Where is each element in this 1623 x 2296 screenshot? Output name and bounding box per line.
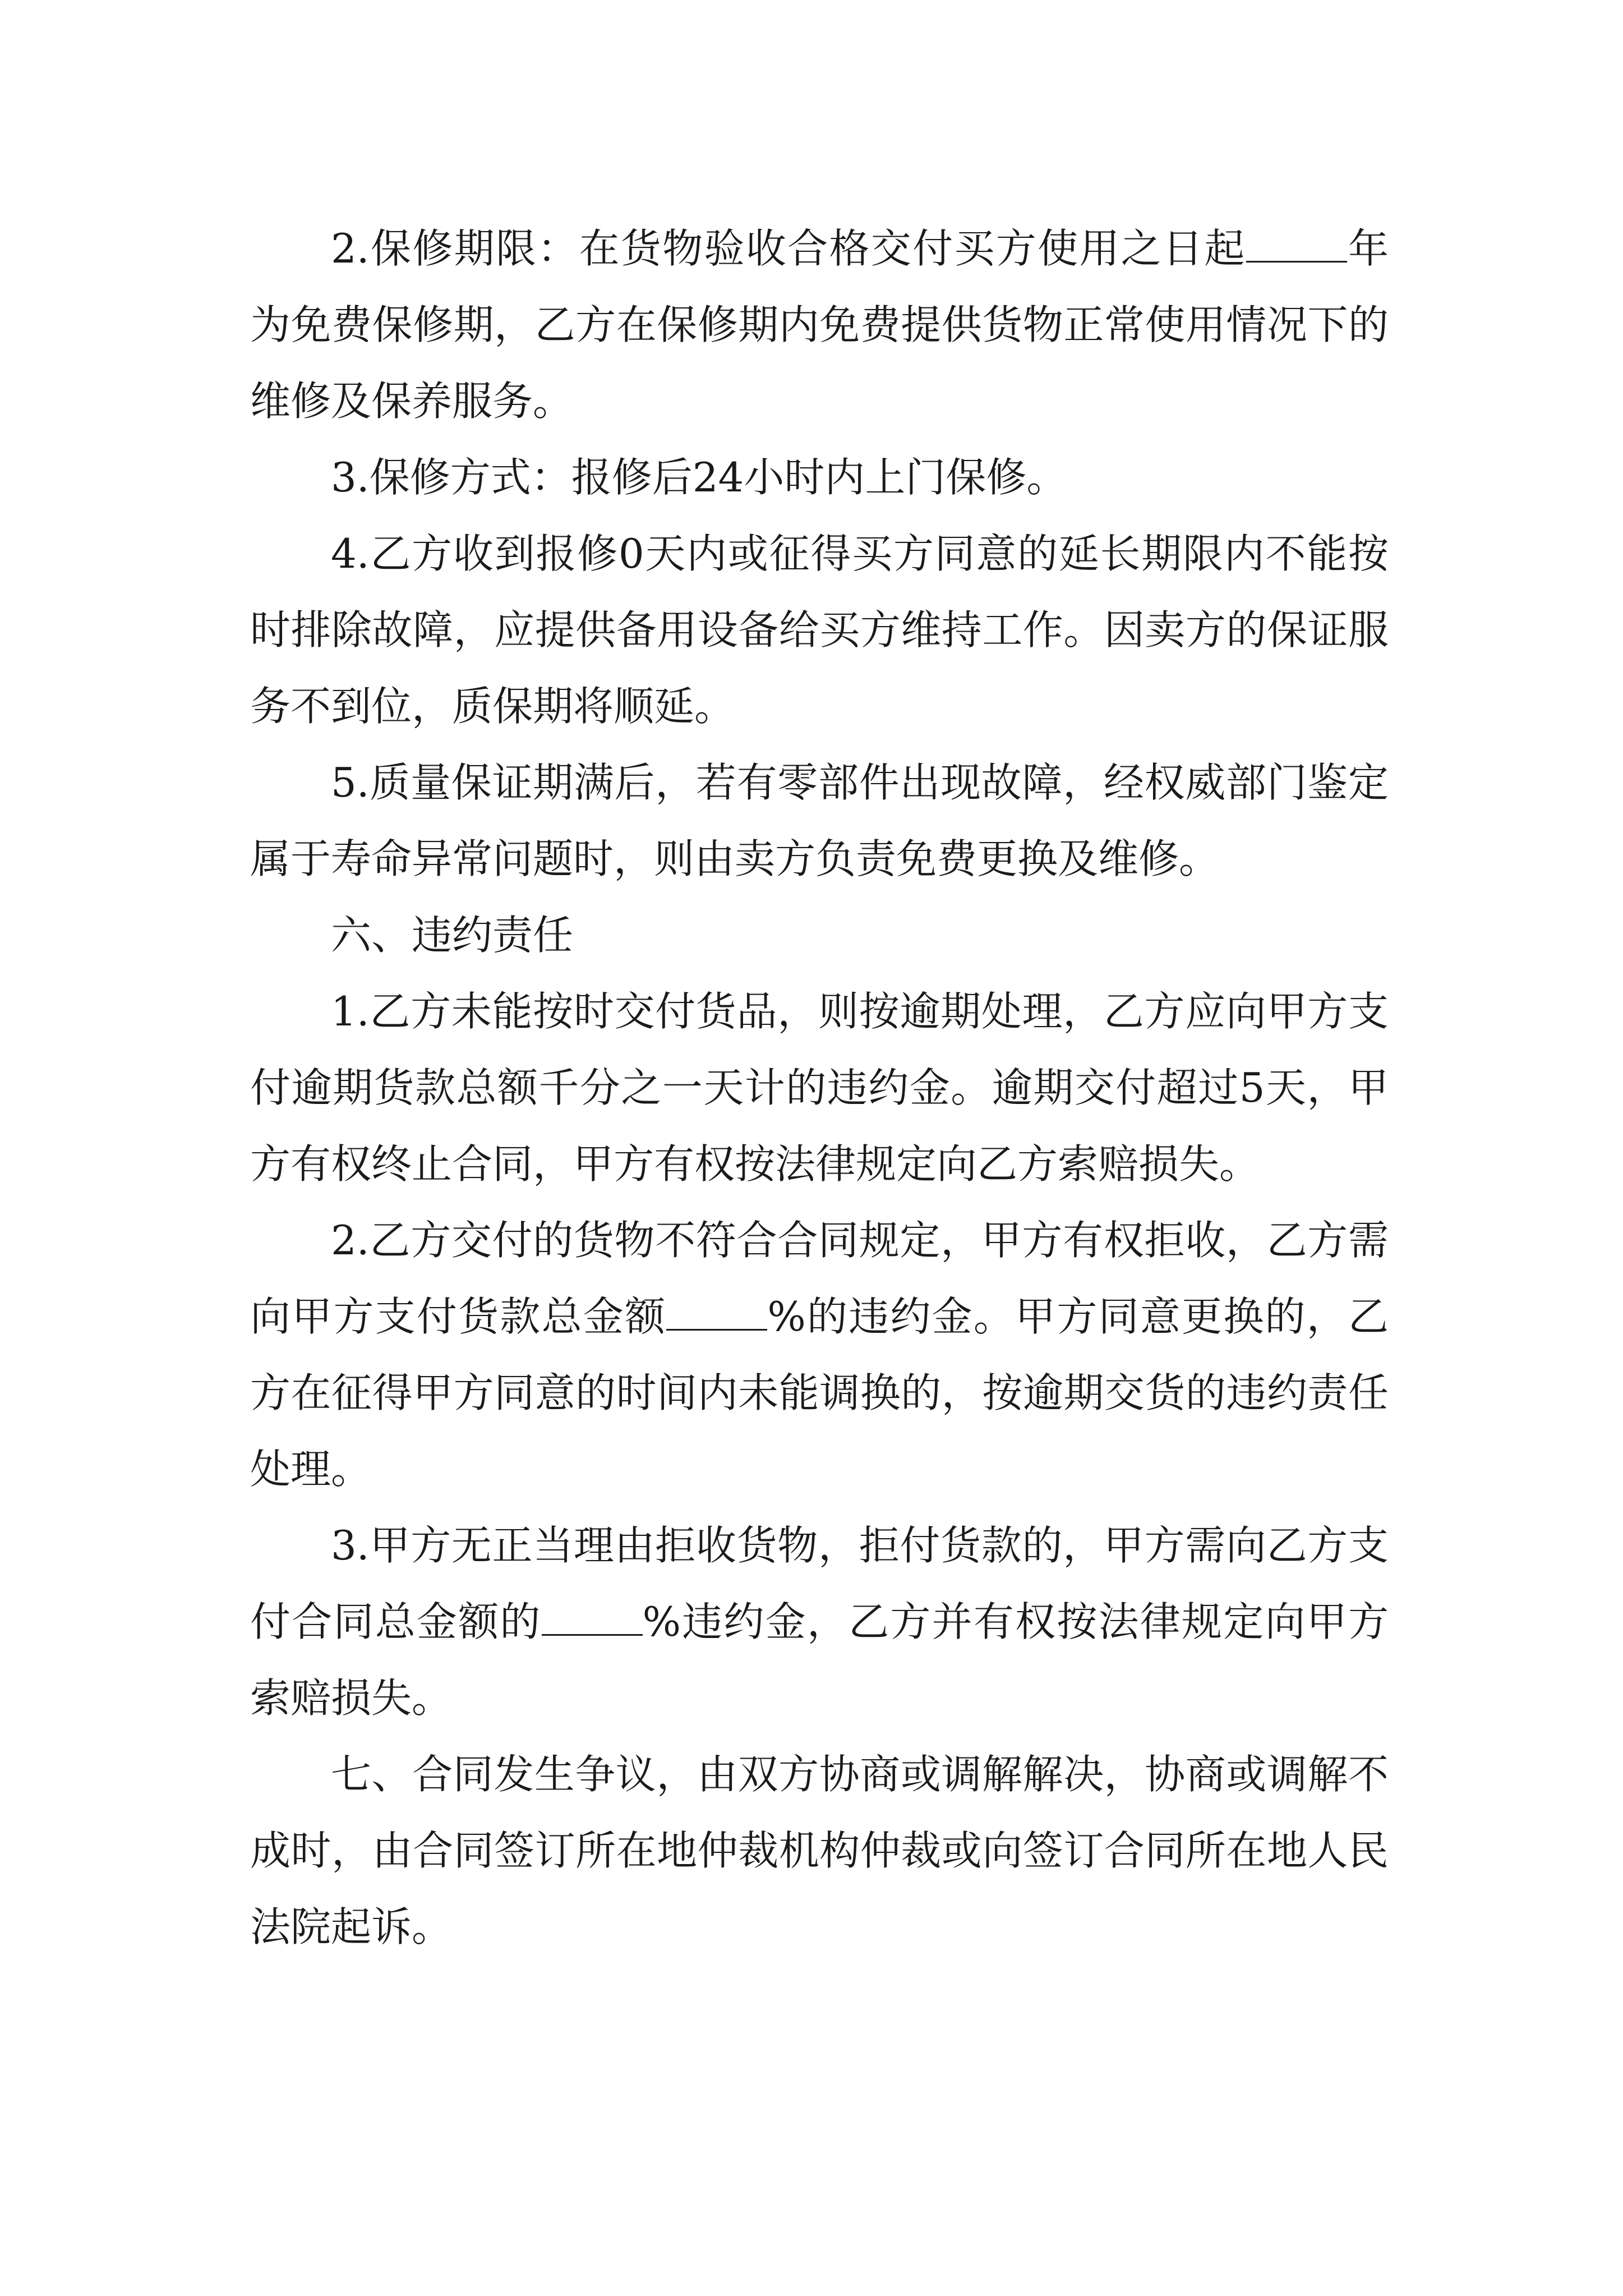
clause-dispute-resolution: 七、合同发生争议，由双方协商或调解解决，协商或调解不成时，由合同签订所在地仲裁机构仲裁或向签订合同所在地人民法院起诉。 [250, 1751, 1389, 1950]
clause-text: 3.甲方无正当理由拒收货物，拒付货款的，甲方需向乙方支付合同总金额的 [250, 1522, 1389, 1645]
clause-nonconforming-goods [250, 1202, 1389, 1507]
clause-text: %违约金，乙方并有权按法律规定向甲方索赔损失。 [250, 1598, 1389, 1722]
clause-repair-deadline: 4.乙方收到报修0天内或征得买方同意的延长期限内不能按时排除故障，应提供备用设备给买方维持工作。因卖方的保证服务不到位，质保期将顺延。 [250, 530, 1389, 730]
section-heading-liability: 六、违约责任 [331, 912, 574, 959]
clause-warranty-method: 3.保修方式：报修后24小时内上门保修。 [331, 454, 1067, 501]
clause-warranty-period [250, 210, 1389, 439]
clause-post-warranty: 5.质量保证期满后，若有零部件出现故障，经权威部门鉴定属于寿命异常问题时，则由卖方负责免费更换及维修。 [250, 759, 1389, 882]
clause-refusal-penalty [250, 1507, 1389, 1736]
fill-in-blank [542, 1602, 643, 1636]
clause-text: %的违约金。甲方同意更换的，乙方在征得甲方同意的时间内未能调换的，按逾期交货的违约责任处理。 [250, 1293, 1389, 1493]
clause-text: 2.保修期限：在货物验收合格交付买方使用之日起 [331, 225, 1246, 272]
fill-in-blank [666, 1296, 767, 1331]
document-body [250, 210, 1389, 1965]
clause-late-delivery: 1.乙方未能按时交付货品，则按逾期处理，乙方应向甲方支付逾期货款总额千分之一天计的违约金。逾期交付超过5天，甲方有权终止合同，甲方有权按法律规定向乙方索赔损失。 [250, 988, 1389, 1188]
clause-text: 2.乙方交付的货物不符合合同规定，甲方有权拒收，乙方需向甲方支付货款总金额 [250, 1217, 1389, 1340]
clause-text: 年为免费保修期，乙方在保修期内免费提供货物正常使用情况下的维修及保养服务。 [250, 225, 1389, 425]
fill-in-blank [1246, 228, 1347, 263]
